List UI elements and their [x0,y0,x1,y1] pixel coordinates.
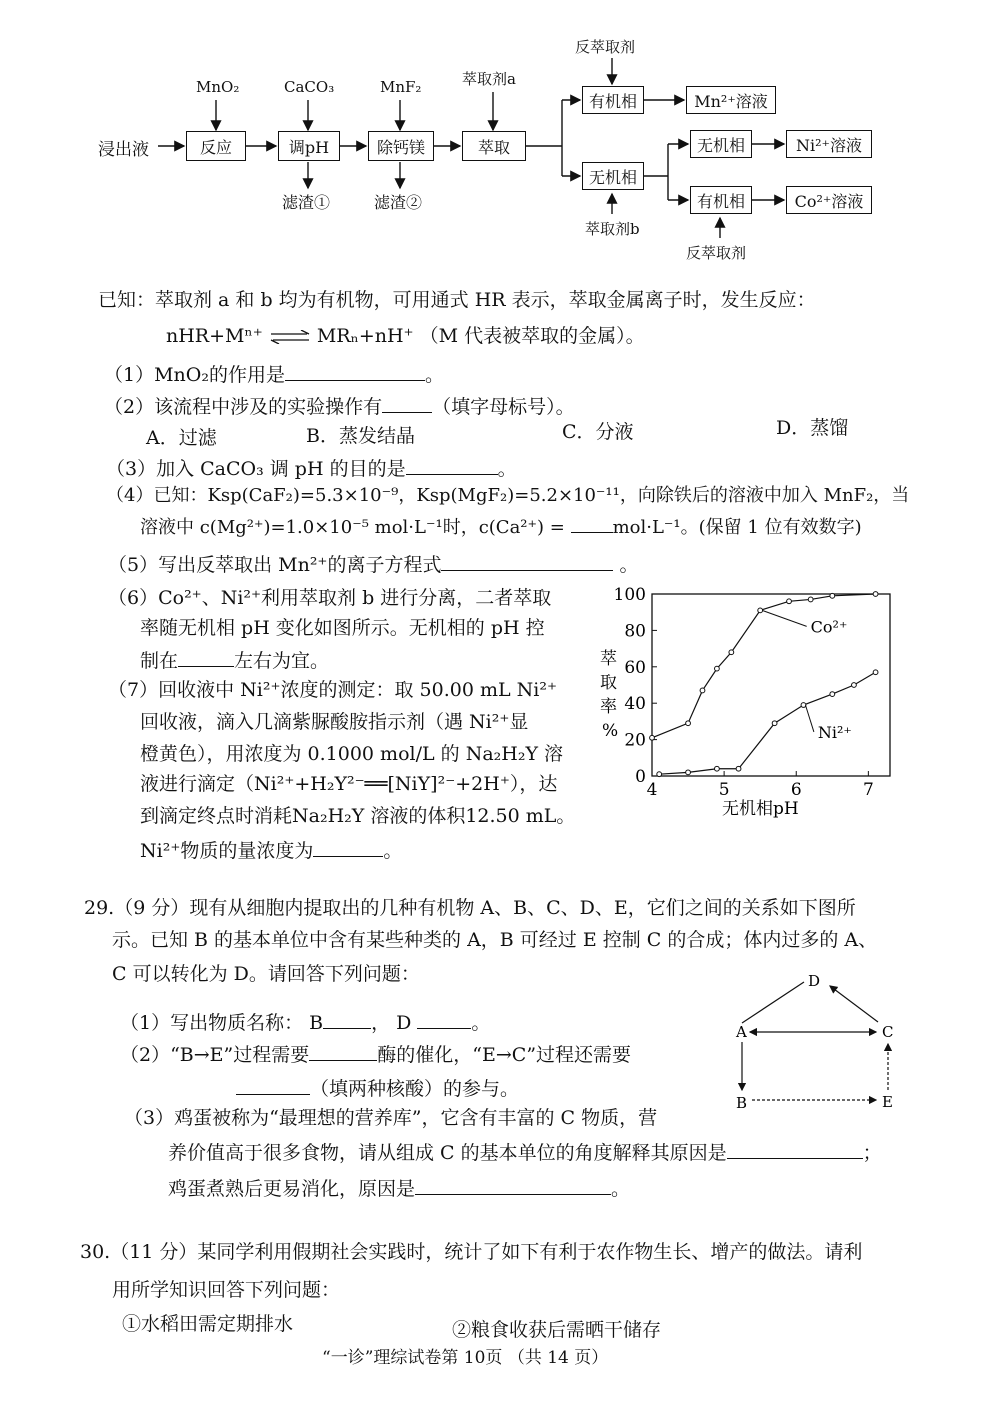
q30-item-2: ②粮食收获后需晒干储存 [452,1319,662,1341]
data-point [830,593,835,598]
y-tick-label: 20 [624,730,646,751]
organic-phase-2: 有机相 [690,186,752,214]
step-react: 反应 [186,131,246,161]
data-point [686,770,691,775]
q28-7-line2: 回收液，滴入几滴紫脲酸胺指示剂（遇 Ni²⁺显 [140,711,529,733]
chart-axes [614,585,890,800]
data-point [715,666,720,671]
input-label: 浸出液 [98,140,149,160]
q30-item-1: ①水稻田需定期排水 [122,1313,294,1335]
diagram-node-a: A [736,1023,747,1041]
equilibrium-arrow-icon [269,330,311,344]
series-label-co: Co²⁺ [810,617,848,637]
data-point [830,692,835,697]
q28-4-line2: 溶液中 c(Mg²⁺)=1.0×10⁻⁵ mol·L⁻¹时，c(Ca²⁺) = mol·L⁻¹。(保留 1 位有效数字) [140,514,862,540]
q29-3-line1: （3）鸡蛋被称为“最理想的营养库”，它含有丰富的 C 物质，营 [124,1107,658,1129]
q28-4-line1: （4）已知：Ksp(CaF₂)=5.3×10⁻⁹，Ksp(MgF₂)=5.2×10⁻¹¹，向除铁后的溶液中加入 MnF₂，当 [106,485,910,506]
q30-line1: 30.（11 分）某同学利用假期社会实践时，统计了如下有利于农作物生长、增产的做法。请利 [80,1241,863,1263]
series-label-ni: Ni²⁺ [817,722,852,742]
q28-7-line3: 橙黄色），用浓度为 0.1000 mol/L 的 Na₂H₂Y 溶 [140,743,564,765]
residue-1: 滤渣① [282,193,331,212]
answer-blank[interactable] [285,362,425,381]
organic-phase-1: 有机相 [582,86,644,114]
page-footer: “一诊”理综试卷第 10页 （共 14 页） [322,1348,609,1368]
answer-blank[interactable] [417,1010,471,1029]
reagent-ext-b: 萃取剂b [585,220,640,238]
diagram-node-d: D [808,972,821,990]
data-point [736,766,741,771]
reagent-mno2: MnO₂ [196,78,240,96]
data-point [852,683,857,688]
q28-6-line2: 率随无机相 pH 变化如图所示。无机相的 pH 控 [140,617,545,639]
relationship-diagram [728,968,908,1113]
x-tick-label: 5 [718,780,730,800]
series-label-leader [805,705,813,732]
q28-7-line4: 液进行滴定（Ni²⁺+H₂Y²⁻══[NiY]²⁻+2H⁺），达 [140,773,558,795]
equation-right: MRₙ+nH⁺ （M 代表被萃取的金属）。 [316,325,645,347]
q29-3-line2: 养价值高于很多食物，请从组成 C 的基本单位的角度解释其原因是 ； [168,1142,882,1164]
reagent-caco3: CaCO₃ [284,78,335,96]
y-axis-label-2: 取 [600,673,617,693]
q29-line2: 示。已知 B 的基本单位中含有某些种类的 A，B 可经过 E 控制 C 的合成；体内过多的 A、 [112,929,878,951]
diagram-node-e: E [882,1093,893,1111]
inorganic-phase-1: 无机相 [582,162,644,190]
answer-blank[interactable] [309,1042,377,1061]
diagram-node-c: C [882,1023,894,1041]
q28-7-line1: （7）回收液中 Ni²⁺浓度的测定：取 50.00 mL Ni²⁺ [108,679,557,701]
answer-blank[interactable] [415,1176,611,1195]
product-ni: Ni²⁺溶液 [786,130,872,158]
data-point [787,599,792,604]
data-point [729,650,734,655]
reagent-back-2: 反萃取剂 [686,244,747,262]
data-point [686,721,691,726]
series-line-co [652,594,876,738]
chart-series [650,592,878,777]
step-extract: 萃取 [462,131,526,161]
q28-5: （5）写出反萃取出 Mn²⁺的离子方程式 。 [108,554,639,576]
y-tick-label: 80 [624,621,646,642]
answer-blank[interactable] [178,648,234,667]
series-label-leader [762,610,806,626]
x-tick-label: 4 [646,780,658,800]
q29-line3: C 可以转化为 D。请回答下列问题： [112,963,420,985]
x-tick-label: 6 [790,780,802,800]
option-c: C．分液 [562,421,634,443]
answer-blank[interactable] [727,1140,863,1159]
data-point [758,608,763,613]
q28-6-line3: 制在 左右为宜。 [140,650,330,672]
extraction-rate-chart [590,580,910,820]
answer-blank[interactable] [406,456,498,475]
answer-blank[interactable] [382,394,432,413]
q28-7-line5: 到滴定终点时消耗Na₂H₂Y 溶液的体积12.50 mL。 [140,805,576,827]
answer-blank[interactable] [323,1010,371,1029]
q28-6-line1: （6）Co²⁺、Ni²⁺利用萃取剂 b 进行分离，二者萃取 [108,587,552,609]
diagram-node-b: B [736,1094,748,1112]
q29-3-line3: 鸡蛋煮熟后更易消化，原因是 。 [168,1178,631,1200]
step-adjust-ph: 调pH [278,131,340,161]
q28-3: （3）加入 CaCO₃ 调 pH 的目的是 。 [106,458,517,480]
q28-1: （1）MnO₂的作用是 。 [104,364,444,386]
reagent-mnf2: MnF₂ [380,78,422,96]
q29-2: （2）“B→E”过程需要 酶的催化，“E→C”过程还需要 [120,1044,632,1066]
known-line-1: 已知：萃取剂 a 和 b 均为有机物，可用通式 HR 表示，萃取金属离子时，发生反应： [98,289,816,311]
data-point [808,597,813,602]
answer-blank[interactable] [236,1076,310,1095]
y-tick-label: 0 [635,767,646,787]
q30-line2: 用所学知识回答下列问题： [112,1279,341,1301]
y-tick-label: 40 [624,694,646,715]
x-axis-label: 无机相pH [722,799,799,819]
answer-blank[interactable] [313,838,383,857]
data-point [700,688,705,693]
answer-blank[interactable] [441,552,613,571]
product-mn: Mn²⁺溶液 [686,86,776,114]
data-point [657,772,662,777]
q29-1: （1）写出物质名称： B ， D 。 [120,1012,491,1034]
step-remove-ca-mg: 除钙镁 [368,131,434,161]
q29-line1: 29.（9 分）现有从细胞内提取出的几种有机物 A、B、C、D、E，它们之间的关系如下图所 [84,897,856,919]
answer-blank[interactable] [571,514,613,533]
option-a: A．过滤 [146,427,217,449]
known-equation [166,324,645,348]
y-tick-label: 60 [624,657,646,678]
data-point [801,703,806,708]
data-point [873,670,878,675]
data-point [650,735,655,740]
x-tick-label: 7 [862,780,874,800]
q28-2: （2）该流程中涉及的实验操作有 （填字母标号）。 [104,396,575,418]
y-axis-label-1: 萃 [600,649,617,669]
data-point [772,721,777,726]
equation-left: nHR+Mⁿ⁺ [166,325,263,347]
y-tick-label: 100 [613,585,646,605]
data-point [715,766,720,771]
data-point [873,592,878,597]
option-b: B．蒸发结晶 [306,425,415,447]
y-axis-label-4: % [602,721,619,741]
reagent-ext-a: 萃取剂a [462,70,516,88]
inorganic-phase-2: 无机相 [690,130,752,158]
q28-7-line6: Ni²⁺物质的量浓度为 。 [140,840,403,862]
product-co: Co²⁺溶液 [786,186,872,214]
q29-2-line2: （填两种核酸）的参与。 [236,1076,519,1101]
y-axis-label-3: 率 [600,697,617,717]
option-d: D．蒸馏 [776,417,849,439]
residue-2: 滤渣② [374,193,423,212]
reagent-back-1: 反萃取剂 [575,38,636,56]
